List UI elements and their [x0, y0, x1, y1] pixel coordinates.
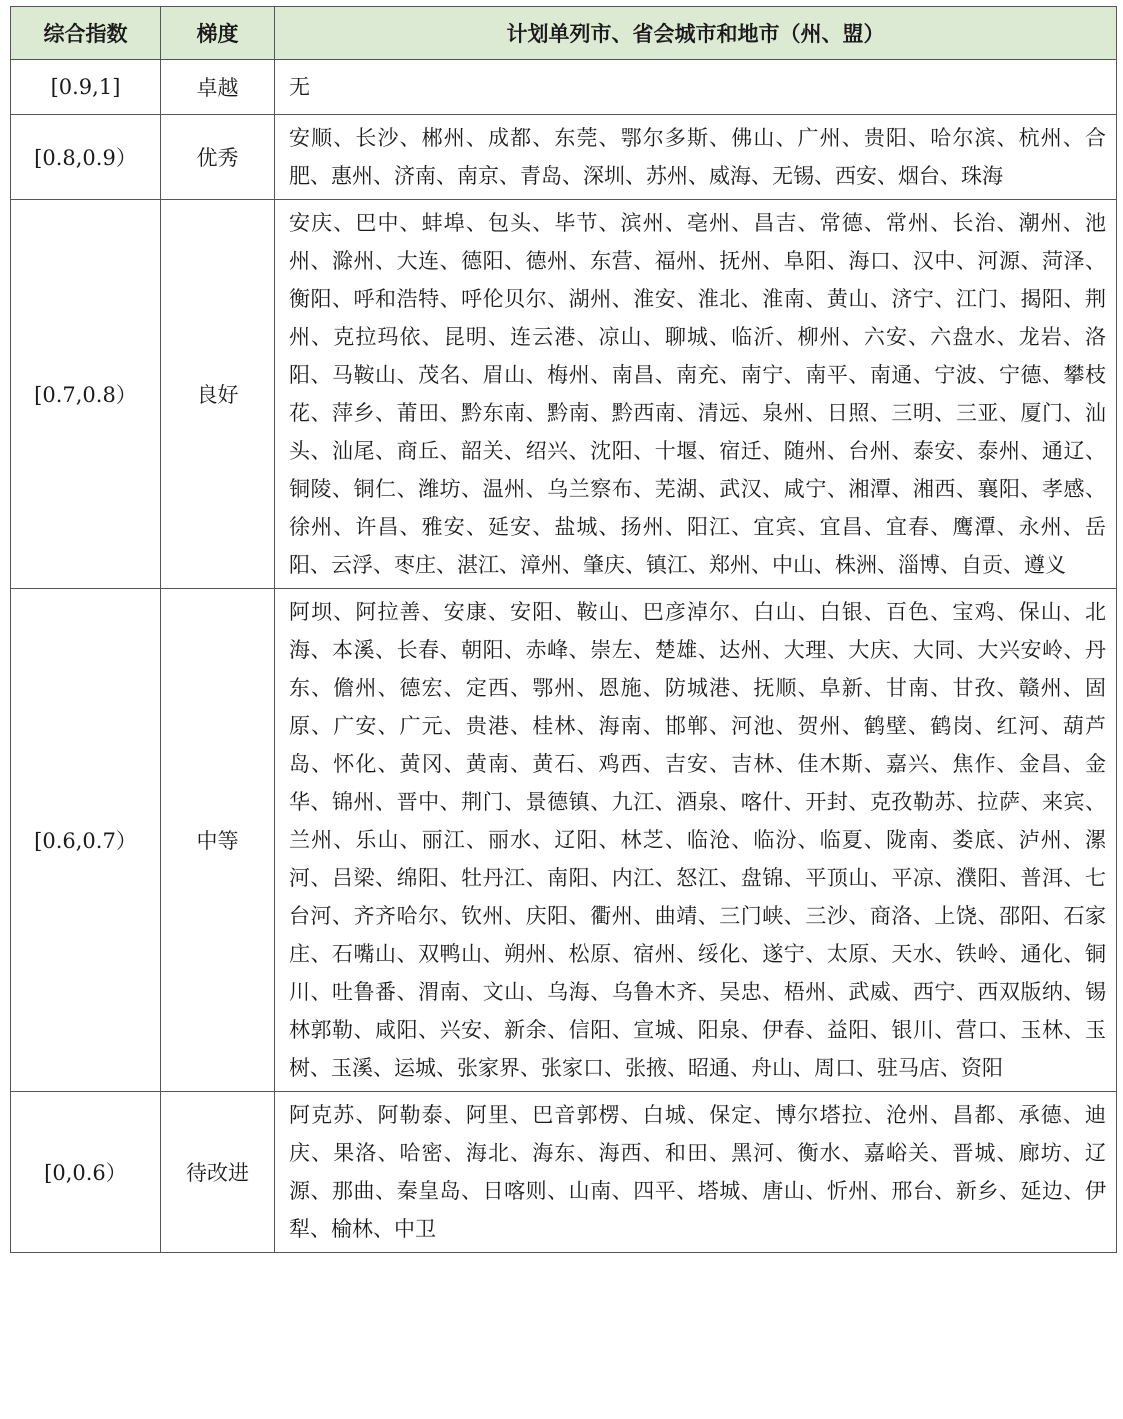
table-row	[11, 200, 1117, 589]
grade-cell: 卓越	[161, 60, 275, 115]
header-index: 综合指数	[11, 7, 161, 60]
cities-cell: 阿克苏、阿勒泰、阿里、巴音郭楞、白城、保定、博尔塔拉、沧州、昌都、承德、迪庆、果洛、哈密、海北、海东、海西、和田、黑河、衡水、嘉峪关、晋城、廊坊、辽源、那曲、秦皇岛、日喀则、山南、四平、塔城、唐山、忻州、邢台、新乡、延边、伊犁、榆林、中卫	[275, 1092, 1117, 1253]
table-row	[11, 589, 1117, 1092]
grade-cell: 中等	[161, 589, 275, 1092]
city-index-table	[10, 6, 1117, 1253]
header-cities: 计划单列市、省会城市和地市（州、盟）	[275, 7, 1117, 60]
index-cell: [0.8,0.9）	[11, 115, 161, 200]
grade-cell: 良好	[161, 200, 275, 589]
table-row	[11, 60, 1117, 115]
index-cell: [0.7,0.8）	[11, 200, 161, 589]
grade-cell: 优秀	[161, 115, 275, 200]
index-cell: [0.6,0.7）	[11, 589, 161, 1092]
cities-cell: 无	[275, 60, 1117, 115]
cities-cell: 安顺、长沙、郴州、成都、东莞、鄂尔多斯、佛山、广州、贵阳、哈尔滨、杭州、合肥、惠州、济南、南京、青岛、深圳、苏州、威海、无锡、西安、烟台、珠海	[275, 115, 1117, 200]
table-header-row	[11, 7, 1117, 60]
header-grade: 梯度	[161, 7, 275, 60]
grade-cell: 待改进	[161, 1092, 275, 1253]
table-row	[11, 115, 1117, 200]
cities-cell: 阿坝、阿拉善、安康、安阳、鞍山、巴彦淖尔、白山、白银、百色、宝鸡、保山、北海、本溪、长春、朝阳、赤峰、崇左、楚雄、达州、大理、大庆、大同、大兴安岭、丹东、儋州、德宏、定西、鄂州、恩施、防城港、抚顺、阜新、甘南、甘孜、赣州、固原、广安、广元、贵港、桂林、海南、邯郸、河池、贺州、鹤壁、鹤岗、红河、葫芦岛、怀化、黄冈、黄南、黄石、鸡西、吉安、吉林、佳木斯、嘉兴、焦作、金昌、金华、锦州、晋中、荆门、景德镇、九江、酒泉、喀什、开封、克孜勒苏、拉萨、来宾、兰州、乐山、丽江、丽水、辽阳、林芝、临沧、临汾、临夏、陇南、娄底、泸州、漯河、吕梁、绵阳、牡丹江、南阳、内江、怒江、盘锦、平顶山、平凉、濮阳、普洱、七台河、齐齐哈尔、钦州、庆阳、衢州、曲靖、三门峡、三沙、商洛、上饶、邵阳、石家庄、石嘴山、双鸭山、朔州、松原、宿州、绥化、遂宁、太原、天水、铁岭、通化、铜川、吐鲁番、渭南、文山、乌海、乌鲁木齐、吴忠、梧州、武威、西宁、西双版纳、锡林郭勒、咸阳、兴安、新余、信阳、宣城、阳泉、伊春、益阳、银川、营口、玉林、玉树、玉溪、运城、张家界、张家口、张掖、昭通、舟山、周口、驻马店、资阳	[275, 589, 1117, 1092]
cities-cell: 安庆、巴中、蚌埠、包头、毕节、滨州、亳州、昌吉、常德、常州、长治、潮州、池州、滁州、大连、德阳、德州、东营、福州、抚州、阜阳、海口、汉中、河源、菏泽、衡阳、呼和浩特、呼伦贝尔、湖州、淮安、淮北、淮南、黄山、济宁、江门、揭阳、荆州、克拉玛依、昆明、连云港、凉山、聊城、临沂、柳州、六安、六盘水、龙岩、洛阳、马鞍山、茂名、眉山、梅州、南昌、南充、南宁、南平、南通、宁波、宁德、攀枝花、萍乡、莆田、黔东南、黔南、黔西南、清远、泉州、日照、三明、三亚、厦门、汕头、汕尾、商丘、韶关、绍兴、沈阳、十堰、宿迁、随州、台州、泰安、泰州、通辽、铜陵、铜仁、潍坊、温州、乌兰察布、芜湖、武汉、咸宁、湘潭、湘西、襄阳、孝感、徐州、许昌、雅安、延安、盐城、扬州、阳江、宜宾、宜昌、宜春、鹰潭、永州、岳阳、云浮、枣庄、湛江、漳州、肇庆、镇江、郑州、中山、株洲、淄博、自贡、遵义	[275, 200, 1117, 589]
city-index-table-wrapper	[10, 6, 1116, 1253]
index-cell: [0.9,1]	[11, 60, 161, 115]
table-row	[11, 1092, 1117, 1253]
index-cell: [0,0.6）	[11, 1092, 161, 1253]
